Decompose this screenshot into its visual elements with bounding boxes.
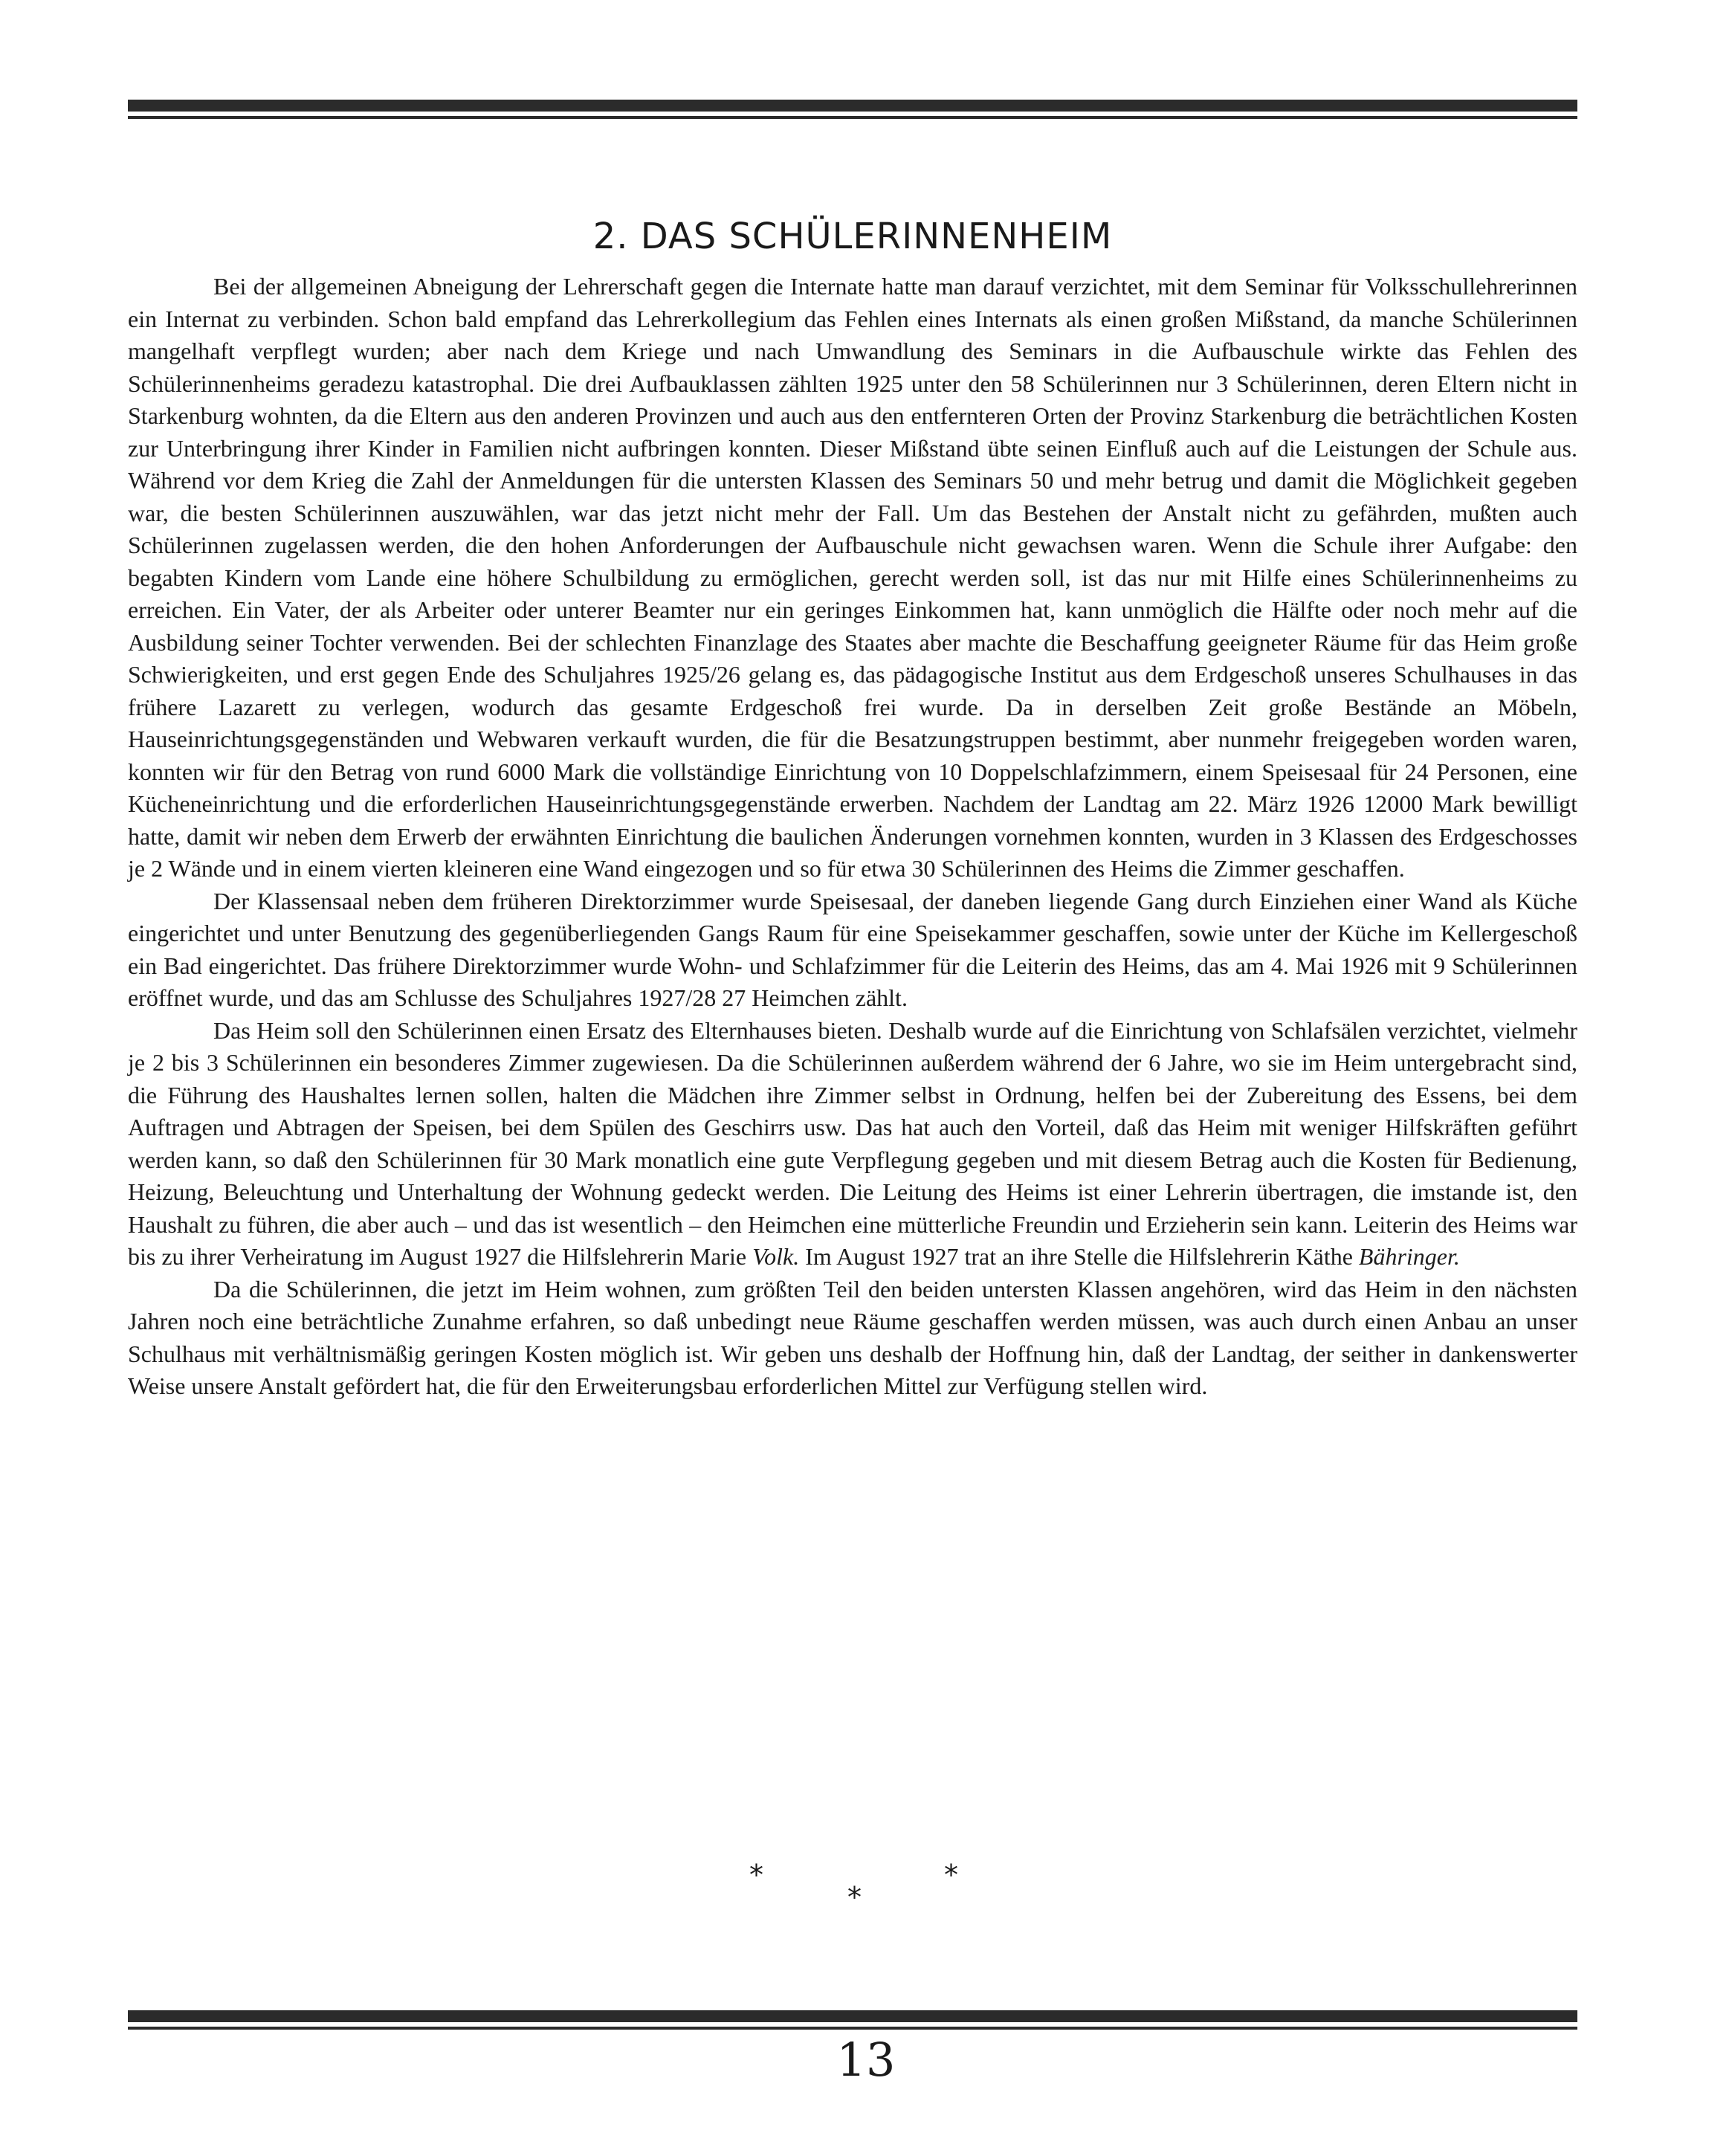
- paragraph-1: Bei der allgemeinen Abneigung der Lehrerschaft gegen die Internate hatte man darauf verzichtet, mit dem Seminar für Volksschullehrerinnen ein Internat zu verbinden. Schon bald empfand das Lehrerkollegium das Fehlen eines Internats als einen großen Mißstand, da manche Schülerinnen mangelhaft verpflegt wurden; aber nach dem Kriege und nach Umwandlung des Seminars in die Aufbauschule wirkte das Fehlen des Schülerinnenheims geradezu katastrophal. Die drei Aufbauklassen zählten 1925 unter den 58 Schülerinnen nur 3 Schülerinnen, deren Eltern nicht in Starkenburg wohnten, da die Eltern aus den anderen Provinzen und auch aus den entfernteren Orten der Provinz Starkenburg die beträchtlichen Kosten zur Unterbringung ihrer Kinder in Familien nicht aufbringen konnten. Dieser Mißstand übte seinen Einfluß auch auf die Leistungen der Schule aus. Während vor dem Krieg die Zahl der Anmeldungen für die untersten Klassen des Seminars 50 und mehr betrug und damit die Möglichkeit gegeben war, die besten Schülerinnen auszuwählen, war das jetzt nicht mehr der Fall. Um das Bestehen der Anstalt nicht zu gefährden, mußten auch Schülerinnen zugelassen werden, die den hohen Anforderungen der Aufbauschule nicht gewachsen waren. Wenn die Schule ihrer Aufgabe: den begabten Kindern vom Lande eine höhere Schulbildung zu ermöglichen, gerecht werden soll, ist das nur mit Hilfe eines Schülerinnenheims zu erreichen. Ein Vater, der als Arbeiter oder unterer Beamter nur ein geringes Einkommen hat, kann unmöglich die Hälfte oder noch mehr auf die Ausbildung seiner Tochter verwenden. Bei der schlechten Finanzlage des Staates aber machte die Beschaffung geeigneter Räume für das Heim große Schwierigkeiten, und erst gegen Ende des Schuljahres 1925/26 gelang es, das pädagogische Institut aus dem Erdgeschoß unseres Schulhauses in das frühere Lazarett zu verlegen, wodurch das gesamte Erdgeschoß frei wurde. Da in derselben Zeit große Bestände an Möbeln, Hauseinrichtungsgegenständen und Webwaren verkauft wurden, die für die Besatzungstruppen bestimmt, aber nunmehr freigegeben worden waren, konnten wir für den Betrag von rund 6000 Mark die vollständige Einrichtung von 10 Doppelschlafzimmern, einem Speisesaal für 24 Personen, eine Kücheneinrichtung und die erforderlichen Hauseinrichtungsgegenstände erwerben. Nachdem der Landtag am 22. März 1926 12000 Mark bewilligt hatte, damit wir neben dem Erwerb der erwähnten Einrichtung die baulichen Änderungen vornehmen konnten, wurden in 3 Klassen des Erdgeschosses je 2 Wände und in einem vierten kleineren eine Wand eingezogen und so für etwa 30 Schülerinnen des Heims die Zimmer geschaffen.: [128, 273, 1577, 882]
- paragraph-2: Der Klassensaal neben dem früheren Direktorzimmer wurde Speisesaal, der daneben liegende Gang durch Einziehen einer Wand als Küche eingerichtet und unter Benutzung des gegenüberliegenden Gangs Raum für eine Speisekammer geschaffen, sowie unter der Küche im Kellergeschoß ein Bad eingerichtet. Das frühere Direktorzimmer wurde Wohn- und Schlafzimmer für die Leiterin des Heims, das am 4. Mai 1926 mit 9 Schülerinnen eröffnet wurde, und das am Schlusse des Schuljahres 1927/28 27 Heimchen zählt.: [128, 887, 1577, 1011]
- paragraph-4: Da die Schülerinnen, die jetzt im Heim wohnen, zum größten Teil den beiden untersten Klassen angehören, wird das Heim in den nächsten Jahren noch eine beträchtliche Zunahme erfahren, so daß unbedingt neue Räume geschaffen werden müssen, was auch durch einen Anbau an unser Schulhaus mit verhältnismäßig geringen Kosten möglich ist. Wir geben uns deshalb der Hoffnung hin, daß der Landtag, der seither in dankenswerter Weise unsere Anstalt gefördert hat, die für den Erweiterungsbau erforderlichen Mittel zur Verfügung stellen wird.: [128, 1275, 1577, 1399]
- paragraph-3-text: Das Heim soll den Schülerinnen einen Ersatz des Elternhauses bieten. Deshalb wurde auf die Einrichtung von Schlafsälen verzichtet, vielmehr je 2 bis 3 Schülerinnen ein besonderes Zimmer zugewiesen. Da die Schülerinnen außerdem während der 6 Jahre, wo sie im Heim untergebracht sind, die Führung des Haushaltes lernen sollen, halten die Mädchen ihre Zimmer selbst in Ordnung, helfen bei der Zubereitung des Essens, bei dem Auftragen und Abtragen der Speisen, bei dem Spülen des Geschirrs usw. Das hat auch den Vorteil, daß das Heim mit weniger Hilfskräften geführt werden kann, so daß den Schülerinnen für 30 Mark monatlich eine gute Verpflegung gegeben und mit diesem Betrag auch die Kosten für Bedienung, Heizung, Beleuchtung und Unterhaltung der Wohnung gedeckt werden. Die Leitung des Heims ist einer Lehrerin übertragen, die imstande ist, den Haushalt zu führen, die aber auch – und das ist wesentlich – den Heimchen eine mütterliche Freundin und Erzieherin sein kann. Leiterin des Heims war bis zu ihrer Verheiratung im August 1927 die Hilfslehrerin Marie: [128, 1016, 1577, 1270]
- star-3: *: [944, 1859, 958, 1891]
- star-1: *: [749, 1859, 763, 1891]
- bottom-rule-thin: [128, 2027, 1577, 2030]
- bottom-rule: [128, 2010, 1577, 2030]
- name-baehringer: Bähringer.: [1358, 1243, 1460, 1270]
- name-volk: Volk.: [752, 1243, 800, 1270]
- section-divider-stars: [714, 1859, 981, 1918]
- bottom-rule-thick: [128, 2010, 1577, 2022]
- paragraph-3: [128, 1015, 1577, 1274]
- top-rule-thick: [128, 100, 1577, 112]
- top-rule-thin: [128, 116, 1577, 119]
- page-number: 13: [836, 2033, 896, 2087]
- top-rule: [128, 100, 1577, 119]
- paragraph-3-text-b: Im August 1927 trat an ihre Stelle die Hilfslehrerin Käthe: [805, 1243, 1353, 1270]
- star-2: *: [847, 1881, 862, 1914]
- page-content: [128, 216, 1577, 1403]
- section-heading: 2. DAS SCHÜLERINNENHEIM: [592, 216, 1113, 257]
